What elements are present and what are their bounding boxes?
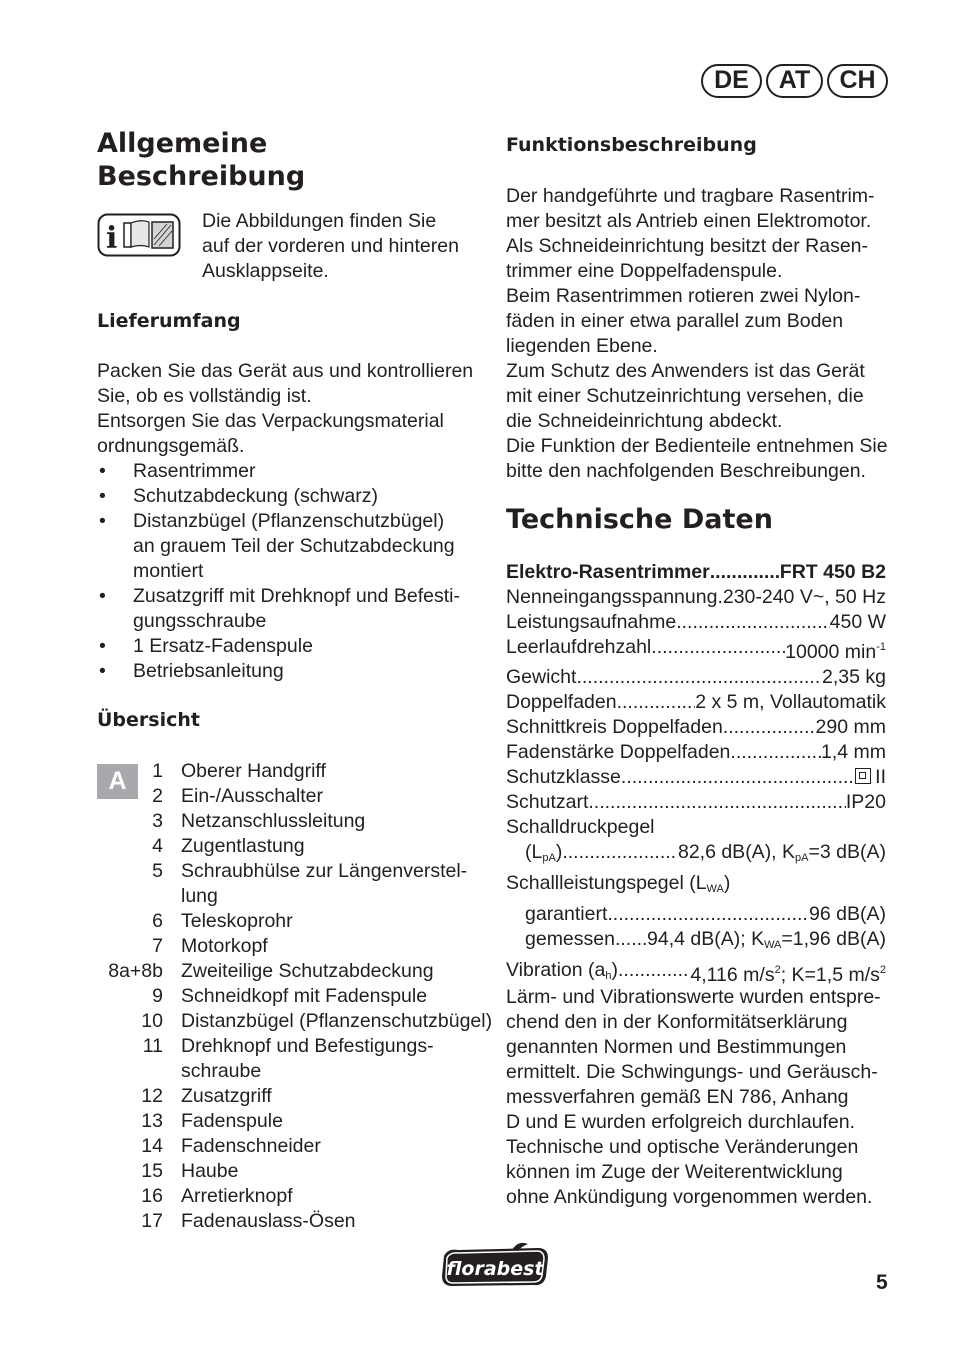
section-title-technische-daten: Technische Daten <box>506 504 773 535</box>
text-line: liegenden Ebene. <box>506 335 658 357</box>
tech-data-table <box>506 560 886 989</box>
overview-item <box>97 934 492 959</box>
overview-item-label: Zweiteilige Schutzabdeckung <box>181 960 434 982</box>
text-line: Die Funktion der Bedienteile entnehmen Sie <box>506 435 888 457</box>
overview-item-label: Oberer Handgriff <box>181 760 326 782</box>
country-ch: CH <box>827 64 888 98</box>
overview-item-label: Schraubhülse zur Längenverstel- <box>181 860 468 882</box>
overview-item-number: 17 <box>141 1210 163 1232</box>
overview-item-number <box>97 1059 163 1084</box>
overview-item-label: Ein-/Ausschalter <box>181 785 323 807</box>
overview-item-number: 11 <box>142 1035 163 1057</box>
overview-item-label: Fadenspule <box>181 1110 283 1132</box>
overview-item-label: schraube <box>181 1060 262 1082</box>
overview-item <box>97 1084 492 1109</box>
overview-item-number: 2 <box>152 785 163 807</box>
country-de: DE <box>701 64 762 98</box>
list-item: • Rasentrimmer <box>97 459 473 484</box>
overview-item-label: Arretierknopf <box>181 1185 293 1207</box>
text-line: chend den in der Konformitätserklärung <box>506 1011 848 1033</box>
overview-item-label: Fadenauslass-Ösen <box>181 1210 356 1232</box>
list-item: • 1 Ersatz-Fadenspule <box>97 634 473 659</box>
overview-item <box>97 1109 492 1134</box>
tech-row: Schutzklasse ..... II <box>506 765 886 790</box>
vibration-row: Vibration $(a_h)$ ..... 4,116 $m/s^2$; K=1,5 $m/s^2$ <box>506 958 886 989</box>
protection-class-icon <box>855 768 871 784</box>
overview-item <box>97 1134 492 1159</box>
text-line: messverfahren gemäß EN 786, Anhang <box>506 1086 849 1108</box>
text-line: Zum Schutz des Anwenders ist das Gerät <box>506 360 865 382</box>
text-line: trimmer eine Doppelfadenspule. <box>506 260 783 282</box>
tech-note-text <box>506 985 881 1210</box>
text-line: mer besitzt als Antrieb einen Elektromotor. <box>506 210 872 232</box>
overview-item <box>97 1009 492 1034</box>
country-at: AT <box>766 64 823 98</box>
svg-text:florabest: florabest <box>446 1258 544 1280</box>
text-line: ohne Ankündigung vorgenommen werden. <box>506 1186 873 1208</box>
tech-row: Schutzart ..... IP20 <box>506 790 886 815</box>
overview-item-number: 6 <box>152 910 163 932</box>
overview-item <box>97 859 492 884</box>
overview-item <box>97 1034 492 1059</box>
tech-row: Fadenstärke Doppelfaden ..... 1,4 mm <box>506 740 886 765</box>
overview-item-number: 14 <box>141 1135 163 1157</box>
overview-item-number: 12 <box>141 1085 163 1107</box>
overview-item-number: 9 <box>152 985 163 1007</box>
lieferumfang-list <box>97 459 473 684</box>
schallleistung-label: Schallleistungspegel $(L_{WA})$ <box>506 872 731 895</box>
overview-item-label: lung <box>181 885 218 907</box>
overview-item-label: Haube <box>181 1160 239 1182</box>
heading-lieferumfang: Lieferumfang <box>97 310 241 332</box>
list-item: • Betriebsanleitung <box>97 659 473 684</box>
overview-item <box>97 984 492 1009</box>
overview-item-label: Teleskoprohr <box>181 910 293 932</box>
overview-list <box>97 759 492 1234</box>
list-item: • Schutzabdeckung (schwarz) <box>97 484 473 509</box>
overview-item-label: Distanzbügel (Pflanzenschutzbügel) <box>181 1010 493 1032</box>
text-line: Technische und optische Veränderungen <box>506 1136 859 1158</box>
overview-item <box>97 1184 492 1209</box>
tech-row: Leistungsaufnahme ..... 450 W <box>506 610 886 635</box>
tech-model-row: Elektro-Rasentrimmer ..... FRT 450 B2 <box>506 560 886 585</box>
info-text: Die Abbildungen finden Sie auf der vorderen und hinteren Ausklappseite. <box>202 210 459 282</box>
overview-item <box>97 834 492 859</box>
overview-item <box>97 759 492 784</box>
overview-item-number: 5 <box>152 860 163 882</box>
svg-text:i: i <box>106 221 118 256</box>
tech-row: Nenneingangsspannung ..... 230-240 V~, 50 Hz <box>506 585 886 610</box>
list-item: • Distanzbügel (Pflanzenschutzbügel) an grauem Teil der Schutzabdeckung montiert <box>97 509 473 584</box>
heading-funktion: Funktionsbeschreibung <box>506 134 757 156</box>
text-line: Beim Rasentrimmen rotieren zwei Nylon- <box>506 285 861 307</box>
overview-item-label: Motorkopf <box>181 935 268 957</box>
overview-item <box>97 784 492 809</box>
page-number: 5 <box>876 1271 888 1294</box>
text-line: D und E wurden erfolgreich durchlaufen. <box>506 1111 856 1133</box>
info-icon <box>97 213 181 261</box>
overview-item-label: Zugentlastung <box>181 835 305 857</box>
tech-row: Schnittkreis Doppelfaden ..... 290 mm <box>506 715 886 740</box>
overview-item-number: 8a+8b <box>108 960 163 982</box>
overview-item-number: 1 <box>152 760 163 782</box>
tech-row: Doppelfaden ..... 2 x 5 m, Vollautomatik <box>506 690 886 715</box>
overview-item-number <box>97 884 163 909</box>
overview-item-label: Zusatzgriff <box>181 1085 272 1107</box>
overview-item-number: 3 <box>152 810 163 832</box>
text-line: Der handgeführte und tragbare Rasentrim- <box>506 185 875 207</box>
overview-item-number: 13 <box>141 1110 163 1132</box>
figure-badge-a: A <box>97 764 138 799</box>
text-line: können im Zuge der Weiterentwicklung <box>506 1161 843 1183</box>
overview-item-label: Drehknopf und Befestigungs- <box>181 1035 434 1057</box>
overview-item <box>97 1209 492 1234</box>
overview-item <box>97 1059 492 1084</box>
list-item: • Zusatzgriff mit Drehknopf und Befesti- gungsschraube <box>97 584 473 634</box>
overview-item-label: Fadenschneider <box>181 1135 321 1157</box>
lieferumfang-text: Packen Sie das Gerät aus und kontrollieren Sie, ob es vollständig ist. Entsorgen Sie das Verpackungsmaterial ordnungsgemäß. • Rasentrimmer • Schutzabdeckung (schwarz) • Distanzbügel (Pflanzenschutzbügel) an grauem Teil der Schutzabdeckung montiert • Zusatzgriff mit Drehknopf und Befesti- gungsschraube • 1 Ersatz-Fadenspule • Betriebsanleitung <box>97 359 473 684</box>
overview-item-number: 16 <box>141 1185 163 1207</box>
schallleistung-gemessen-row: gemessen ..... 94,4 dB(A); $K_{WA}=1,96$ dB(A) <box>506 927 886 958</box>
overview-item <box>97 884 492 909</box>
schalldruck-label: Schalldruckpegel <box>506 816 655 838</box>
overview-item <box>97 909 492 934</box>
text-line: Lärm- und Vibrationswerte wurden entspre- <box>506 986 881 1008</box>
overview-item-number: 10 <box>141 1010 163 1032</box>
heading-uebersicht: Übersicht <box>97 709 200 731</box>
overview-item-number: 15 <box>141 1160 163 1182</box>
overview-item-label: Schneidkopf mit Fadenspule <box>181 985 428 1007</box>
text-line: Als Schneideinrichtung besitzt der Rasen- <box>506 235 869 257</box>
tech-row: Gewicht ..... 2,35 kg <box>506 665 886 690</box>
text-line: ermittelt. Die Schwingungs- und Geräusch- <box>506 1061 878 1083</box>
florabest-logo <box>438 1242 552 1294</box>
overview-item-number: 4 <box>152 835 163 857</box>
funktion-text <box>506 184 888 484</box>
schallleistung-garantiert-row: garantiert ..... 96 dB(A) <box>506 902 886 927</box>
overview-item <box>97 1159 492 1184</box>
overview-item-label: Netzanschlussleitung <box>181 810 366 832</box>
text-line: fäden in einer etwa parallel zum Boden <box>506 310 844 332</box>
schalldruck-row: $(L_{pA})$ ..... 82,6 dB(A), $K_{pA}=3$ dB(A) <box>506 840 886 871</box>
overview-item <box>97 809 492 834</box>
tech-row: Leerlaufdrehzahl ..... 10000 $\min^{-1}$ <box>506 635 886 665</box>
section-title-allgemeine: Allgemeine Beschreibung <box>97 128 306 192</box>
text-line: mit einer Schutzeinrichtung versehen, die <box>506 385 864 407</box>
overview-item-number: 7 <box>152 935 163 957</box>
text-line: genannten Normen und Bestimmungen <box>506 1036 847 1058</box>
text-line: die Schneideinrichtung abdeckt. <box>506 410 783 432</box>
text-line: bitte den nachfolgenden Beschreibungen. <box>506 460 866 482</box>
overview-item <box>97 959 492 984</box>
